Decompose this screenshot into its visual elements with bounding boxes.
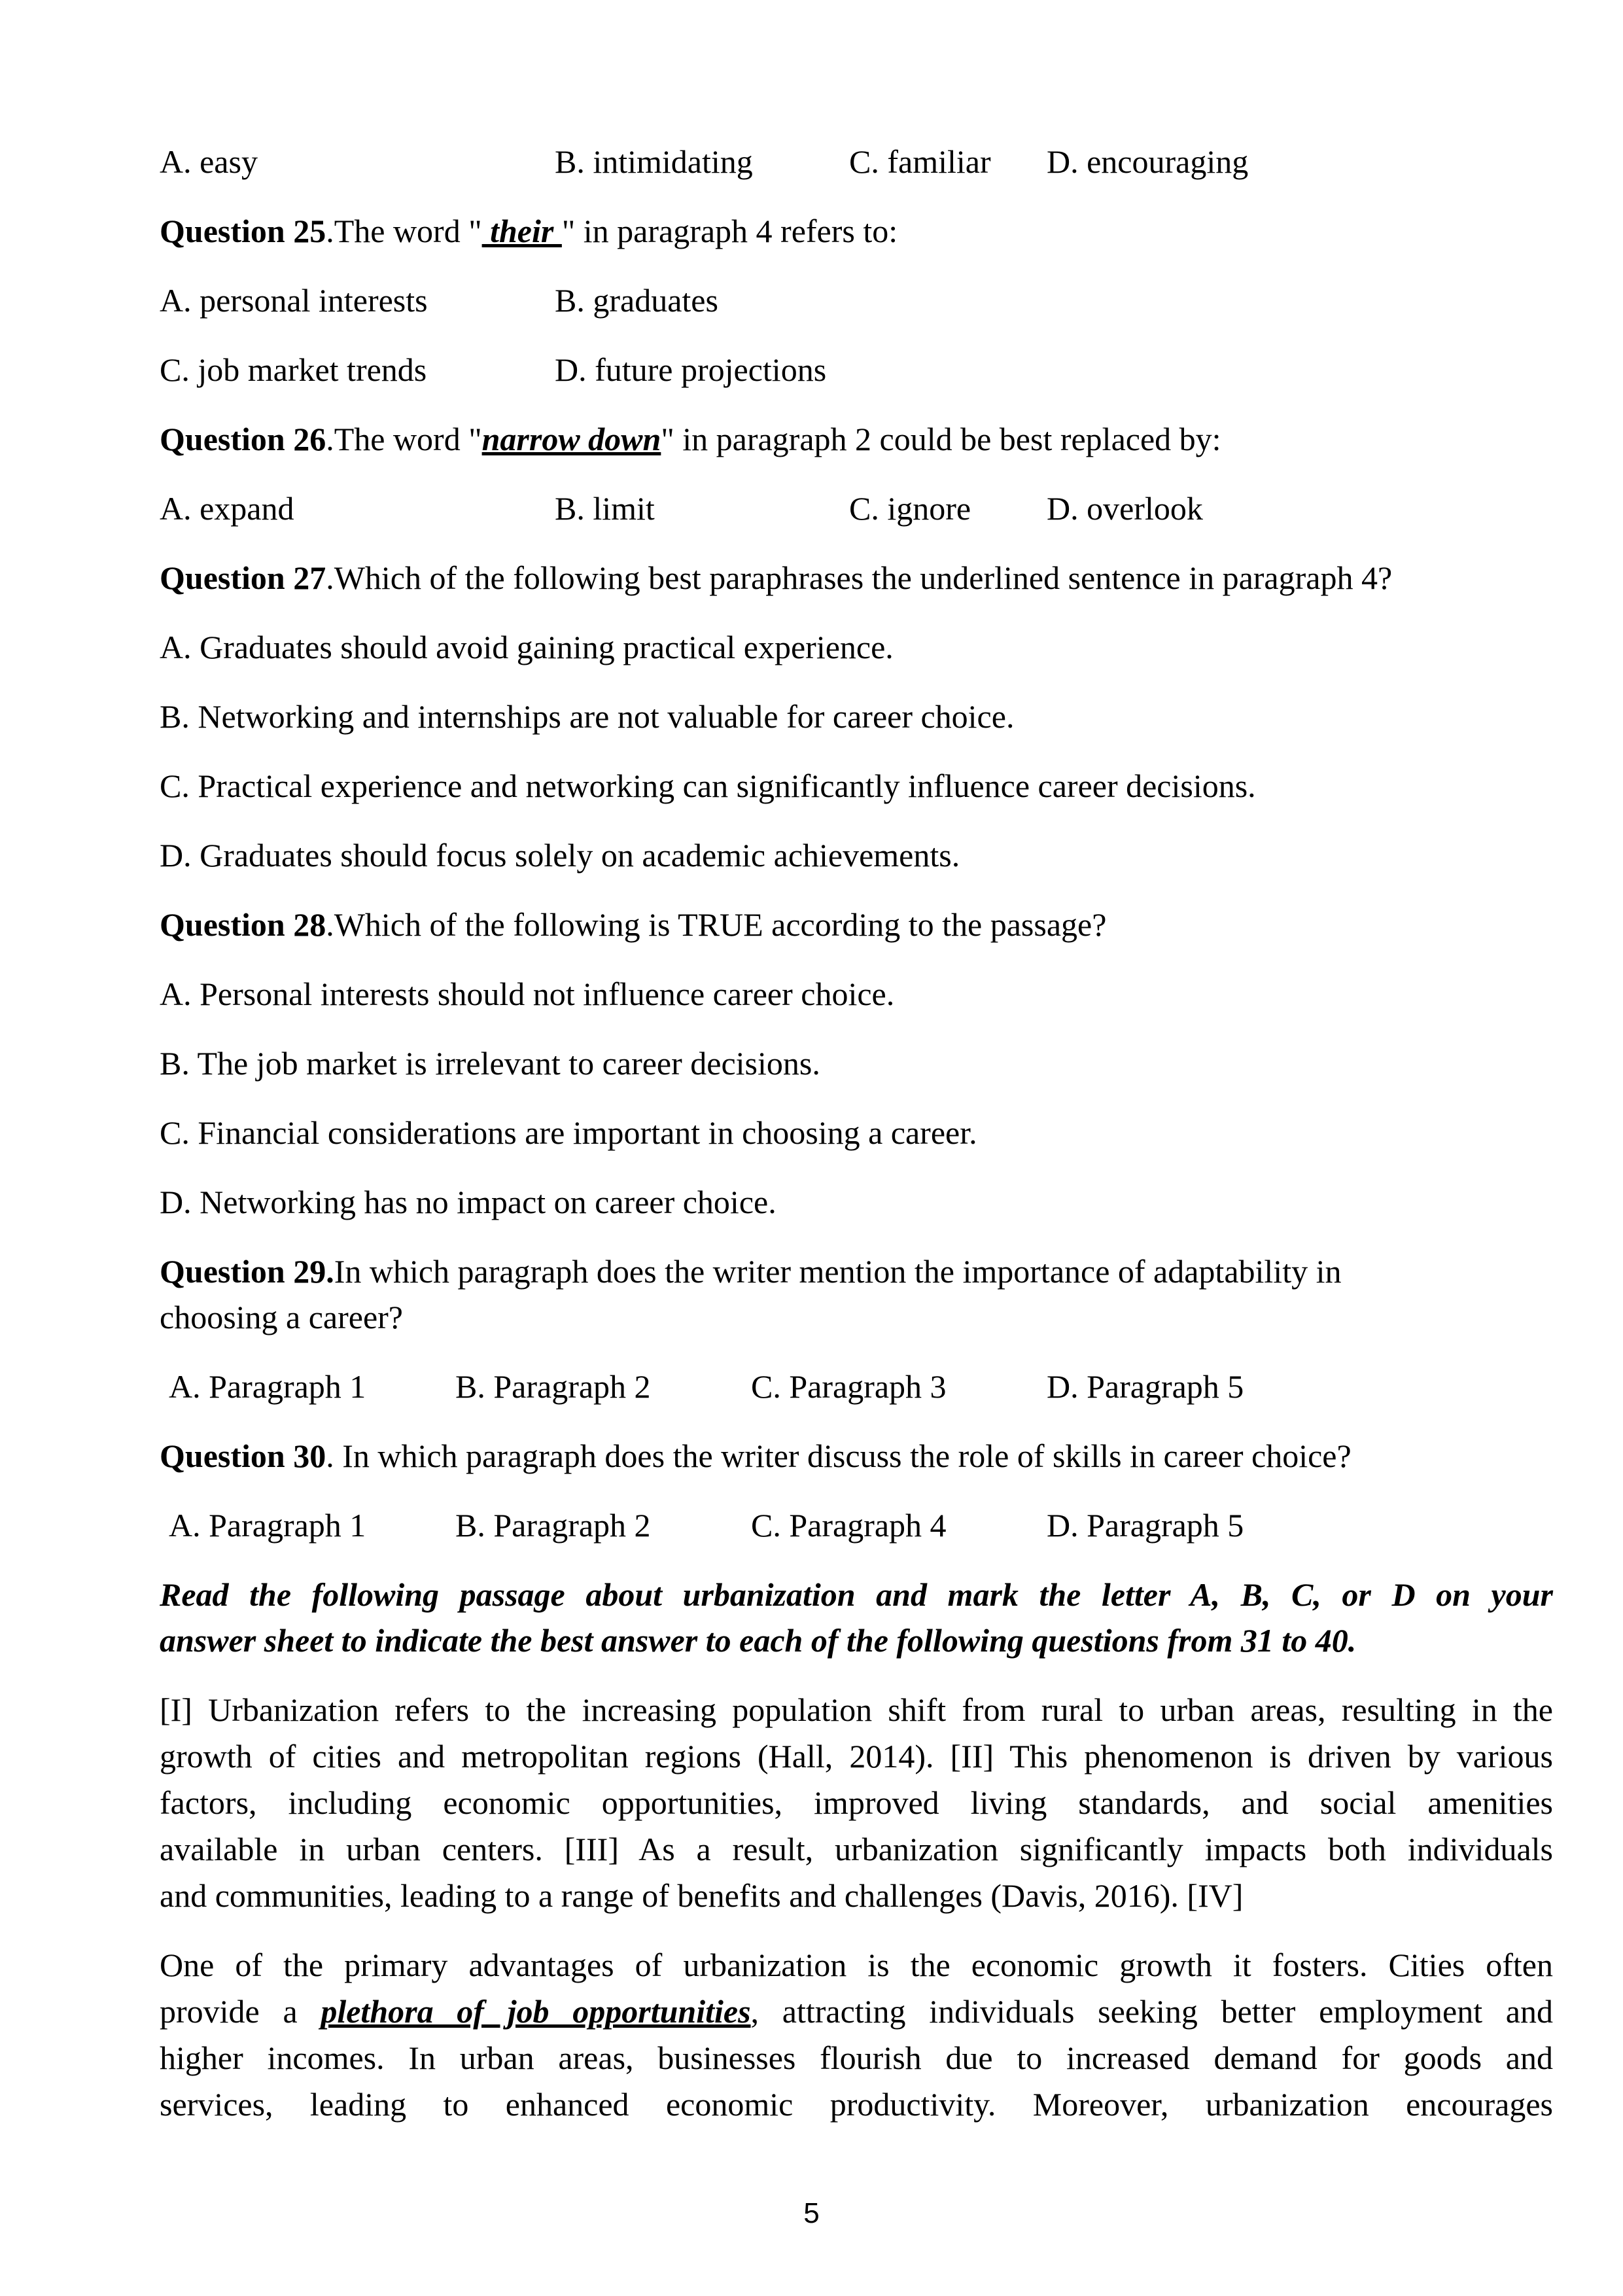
question-number: Question 26 [160,421,326,457]
q25-option-c: C. job market trends [160,351,427,388]
paragraph-line: and communities, leading to a range of benefits and challenges (Davis, 2016). [IV] [160,1877,1244,1914]
question-text: .Which of the following is TRUE according to the passage? [326,906,1107,943]
question-26 [160,416,1553,462]
q27-option-a: A. Graduates should avoid gaining practical experience. [160,629,894,665]
paragraph-line: One of the primary advantages of urbanization is the economic growth it fosters. Cities often [160,1947,1553,1983]
passage-paragraph-2 [160,1942,1553,2128]
q26-option-d: D. overlook [1047,490,1203,527]
question-29 [160,1248,1553,1294]
q29-option-a: A. Paragraph 1 [169,1368,366,1405]
question-text: In which paragraph does the writer mention the importance of adaptability in [334,1253,1342,1290]
q30-option-c: C. Paragraph 4 [751,1507,947,1544]
question-number: Question 28 [160,906,326,943]
paragraph-line: higher incomes. In urban areas, businesses flourish due to increased demand for goods and [160,2040,1553,2076]
question-text-post: " in paragraph 4 refers to: [561,213,898,249]
q27-option-c: C. Practical experience and networking can significantly influence career decisions. [160,768,1256,804]
text-post: , attracting individuals seeking better employment and [750,1993,1553,2030]
question-number: Question 29. [160,1253,334,1290]
q29-option-d: D. Paragraph 5 [1047,1368,1244,1405]
q27-option-b: B. Networking and internships are not valuable for career choice. [160,698,1015,735]
question-30 [160,1433,1553,1479]
paragraph-line: services, leading to enhanced economic productivity. Moreover, urbanization encourages [160,2086,1553,2123]
q24-option-c: C. familiar [849,143,991,180]
q25-option-a: A. personal interests [160,282,428,319]
paragraph-line: [I] Urbanization refers to the increasing population shift from rural to urban areas, resulting in the [160,1691,1553,1728]
question-29-continued: choosing a career? [160,1299,403,1335]
paragraph-line: available in urban centers. [III] As a result, urbanization significantly impacts both individuals [160,1831,1553,1867]
q28-option-b: B. The job market is irrelevant to career decisions. [160,1045,820,1082]
underlined-phrase: plethora of job opportunities [321,1993,751,2030]
q27-option-d: D. Graduates should focus solely on academic achievements. [160,837,960,874]
q24-option-a: A. easy [160,143,258,180]
question-number: Question 25 [160,213,326,249]
instruction-line-2: answer sheet to indicate the best answer to each of the following questions from 31 to 40. [160,1622,1357,1659]
q26-option-b: B. limit [555,490,655,527]
q24-option-b: B. intimidating [555,143,753,180]
question-25 [160,208,1553,254]
q28-option-d: D. Networking has no impact on career choice. [160,1184,777,1220]
q30-option-a: A. Paragraph 1 [169,1507,366,1544]
paragraph-line: growth of cities and metropolitan regions (Hall, 2014). [II] This phenomenon is driven by various [160,1738,1553,1775]
question-text-pre: .The word " [326,421,482,457]
q25-option-d: D. future projections [555,351,827,388]
question-text-pre: .The word " [326,213,482,249]
q29-option-b: B. Paragraph 2 [455,1368,651,1405]
question-number: Question 27 [160,559,326,596]
q30-option-b: B. Paragraph 2 [455,1507,651,1544]
text-pre: provide a [160,1993,321,2030]
section-instruction [160,1572,1553,1663]
question-number: Question 30 [160,1438,326,1474]
paragraph-line: factors, including economic opportunities, improved living standards, and social amenities [160,1784,1553,1821]
q26-option-c: C. ignore [849,490,971,527]
question-text: . In which paragraph does the writer discuss the role of skills in career choice? [326,1438,1352,1474]
question-text: .Which of the following best paraphrases the underlined sentence in paragraph 4? [326,559,1393,596]
instruction-line-1: Read the following passage about urbanization and mark the letter A, B, C, or D on your [160,1576,1553,1613]
question-text-post: " in paragraph 2 could be best replaced by: [661,421,1221,457]
q24-option-d: D. encouraging [1047,143,1249,180]
underlined-keyword: their [481,213,562,249]
paragraph-line [160,1988,1553,2035]
passage-paragraph-1 [160,1687,1553,1919]
underlined-keyword: narrow down [481,421,661,457]
q30-option-d: D. Paragraph 5 [1047,1507,1244,1544]
q25-option-b: B. graduates [555,282,718,319]
page-number: 5 [803,2197,820,2229]
question-27 [160,555,1553,601]
q26-option-a: A. expand [160,490,294,527]
q28-option-c: C. Financial considerations are important in choosing a career. [160,1114,977,1151]
q28-option-a: A. Personal interests should not influence career choice. [160,976,895,1012]
question-28 [160,902,1553,947]
q29-option-c: C. Paragraph 3 [751,1368,947,1405]
